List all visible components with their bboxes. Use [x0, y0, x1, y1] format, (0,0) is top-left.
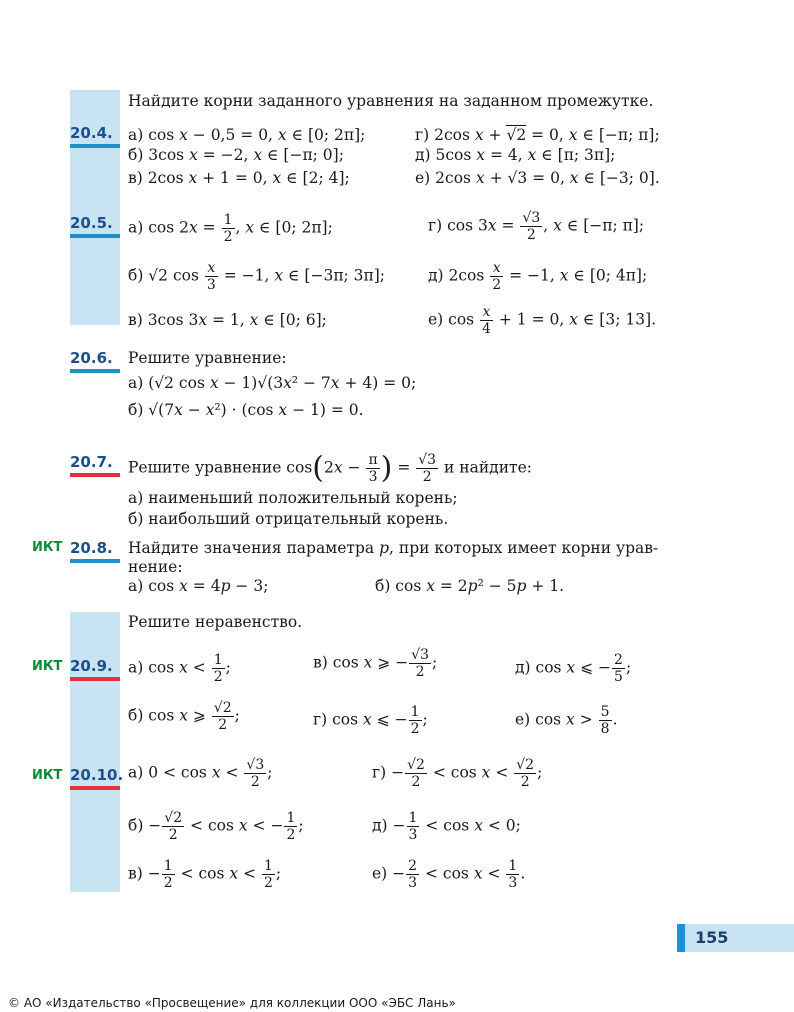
problem-title: Найдите значения параметра p, при которых имеет корни урав- [128, 539, 659, 557]
inequality: в) cos x ⩾ − $\frac{√3}{2}$ ; [313, 647, 438, 680]
inequality: а) cos x < $\frac{1}{2}$ ; [128, 652, 231, 685]
title-text: Решите уравнение [128, 458, 282, 477]
underline [70, 234, 120, 238]
problem-number-label: 20.9. [70, 657, 113, 675]
page-number: 155 [695, 928, 729, 947]
problem-number [70, 453, 126, 477]
equation: д) 2cos $\frac{x}{2}$ = −1, x ∈ [0; 4π]; [428, 260, 648, 293]
inequality: д) − $\frac{1}{3}$ < cos x < 0; [372, 810, 521, 843]
inequality: б) cos x ⩾ $\frac{√2}{2}$ ; [128, 700, 240, 733]
equation: а) cos x = 4p − 3; [128, 577, 269, 595]
inequality: г) cos x ⩽ − $\frac{1}{2}$ ; [313, 704, 428, 737]
inequality: а) 0 < cos x < $\frac{√3}{2}$ ; [128, 757, 273, 790]
equation: г) cos 3x = $\frac{√3}{2}$ , x ∈ [−π; π]; [428, 210, 645, 243]
underline [70, 144, 120, 148]
inequality: б) − $\frac{√2}{2}$ < cos x < − $\frac{1}{2}$ ; [128, 810, 304, 843]
equation: а) cos x − 0,5 = 0, x ∈ [0; 2π]; [128, 126, 366, 144]
option: б) наибольший отрицательный корень. [128, 510, 449, 528]
problem-number-label: 20.5. [70, 214, 113, 232]
problem-number-label: 20.4. [70, 124, 113, 142]
equation: б) cos x = 2p² − 5p + 1. [375, 577, 565, 595]
problem-title: Решите уравнение: [128, 349, 287, 367]
title-text: и найдите: [444, 458, 533, 477]
problem-number-label: 20.6. [70, 349, 113, 367]
problem-title: нение: [128, 558, 183, 576]
inequality: е) − $\frac{2}{3}$ < cos x < $\frac{1}{3}$ . [372, 858, 526, 891]
inequality: в) − $\frac{1}{2}$ < cos x < $\frac{1}{2}$ ; [128, 858, 282, 891]
equation: е) 2cos x + √3 = 0, x ∈ [−3; 0]. [415, 169, 660, 187]
ikt-label: ИКТ [32, 659, 63, 674]
equation: д) 5cos x = 4, x ∈ [π; 3π]; [415, 146, 616, 164]
copyright-footer: © АО «Издательство «Просвещение» для коллекции ООО «ЭБС Лань» [8, 996, 456, 1010]
inequality: д) cos x ⩽ − $\frac{2}{5}$ ; [515, 652, 632, 685]
inequality: е) cos x > $\frac{5}{8}$ . [515, 704, 618, 737]
problem-number-label: 20.7. [70, 453, 113, 471]
inequality: г) − $\frac{√2}{2}$ < cos x < $\frac{√2}{2}$ ; [372, 757, 543, 790]
equation: е) cos $\frac{x}{4}$ + 1 = 0, x ∈ [3; 13]. [428, 304, 657, 337]
equation: а) (√2 cos x − 1)√(3x² − 7x + 4) = 0; [128, 374, 417, 392]
title-text: Найдите значения параметра [128, 539, 375, 557]
equation: б) 3cos x = −2, x ∈ [−π; 0]; [128, 146, 344, 164]
section-intro: Найдите корни заданного уравнения на заданном промежутке. [128, 92, 654, 110]
section-intro: Решите неравенство. [128, 613, 303, 631]
problem-number [70, 539, 126, 563]
equation: а) cos 2x = $\frac{1}{2}$ , x ∈ [0; 2π]; [128, 212, 333, 245]
equation: в) 3cos 3x = 1, x ∈ [0; 6]; [128, 311, 327, 329]
sidebar-band-2 [70, 612, 120, 892]
underline [70, 677, 120, 681]
ikt-label: ИКТ [32, 540, 63, 555]
problem-number [70, 124, 126, 148]
problem-title: Решите уравнение cos(2x − $\frac{\pi}{3}$ ) = $\frac{√3}{2}$ и найдите: [128, 450, 533, 486]
page-number-tab [677, 924, 794, 952]
underline [70, 559, 120, 563]
ikt-label: ИКТ [32, 768, 63, 783]
problem-number-label: 20.10. [70, 766, 124, 784]
title-text: , при которых имеет корни урав- [389, 539, 659, 557]
page-number-bar [677, 924, 685, 952]
equation: б) √(7x − x²) · (cos x − 1) = 0. [128, 401, 364, 419]
equation: г) 2cos x + √2 = 0, x ∈ [−π; π]; [415, 126, 660, 144]
option: а) наименьший положительный корень; [128, 489, 458, 507]
equation: в) 2cos x + 1 = 0, x ∈ [2; 4]; [128, 169, 350, 187]
problem-number [70, 766, 126, 790]
problem-number [70, 214, 126, 238]
underline [70, 369, 120, 373]
problem-number [70, 349, 126, 373]
underline [70, 473, 120, 477]
problem-number [70, 657, 126, 681]
equation: б) √2 cos $\frac{x}{3}$ = −1, x ∈ [−3π; 3π]; [128, 260, 385, 293]
problem-number-label: 20.8. [70, 539, 113, 557]
underline [70, 786, 120, 790]
